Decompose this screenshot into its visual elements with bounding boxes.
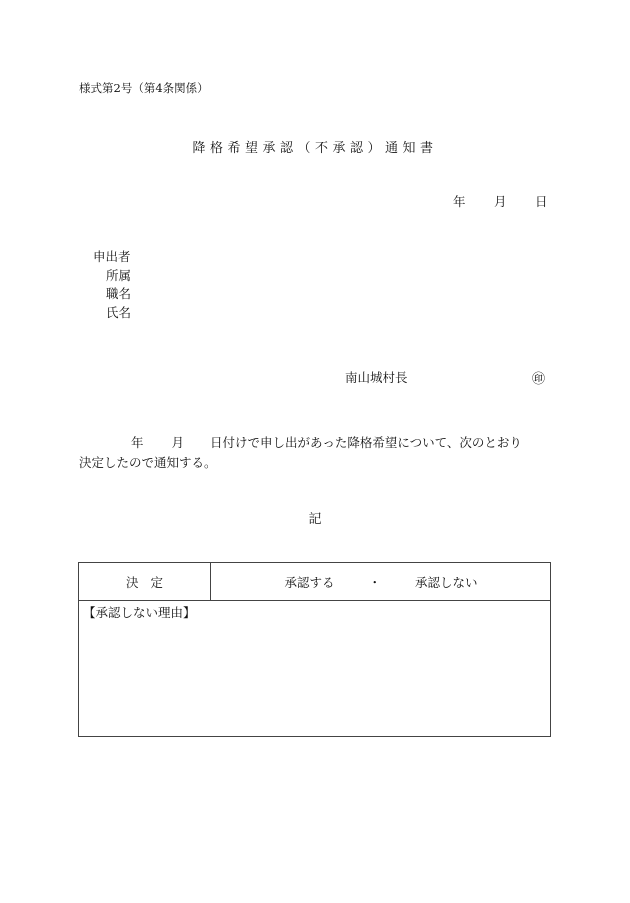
- form-number: 様式第2号（第4条関係）: [79, 81, 209, 95]
- date-day: 日: [535, 194, 548, 209]
- decision-label: 決定: [79, 563, 211, 600]
- decision-table: [78, 562, 551, 737]
- issuer-name: 南山城村長: [345, 370, 408, 385]
- seal-mark: ㊞: [532, 372, 546, 387]
- body-year: 年: [131, 435, 144, 450]
- applicant-affiliation-label: 所属: [106, 267, 132, 283]
- body-line-1-rest: 日付けで申し出があった降格希望について、次のとおり: [210, 435, 522, 450]
- reason-label: 【承認しない理由】: [83, 605, 196, 620]
- body-month: 月: [171, 435, 185, 450]
- date-month: 月: [494, 194, 507, 209]
- applicant-position-label: 職名: [106, 286, 132, 301]
- applicant-name-label: 氏名: [106, 304, 132, 320]
- applicant-heading: 申出者: [93, 249, 131, 264]
- disapprove-option: 承認しない: [415, 574, 478, 590]
- decision-row: [79, 563, 550, 601]
- option-separator: ・: [368, 574, 381, 590]
- ki-heading: 記: [308, 512, 322, 527]
- body-line-1: [79, 433, 549, 453]
- document-title: 降格希望承認（不承認）通知書: [192, 141, 438, 156]
- applicant-block: [93, 248, 131, 322]
- body-line-2: 決定したので通知する。: [79, 455, 217, 470]
- date-year: 年: [453, 194, 466, 209]
- approve-option: 承認する: [284, 574, 335, 590]
- decision-options: [212, 563, 550, 600]
- body-text: [79, 433, 549, 473]
